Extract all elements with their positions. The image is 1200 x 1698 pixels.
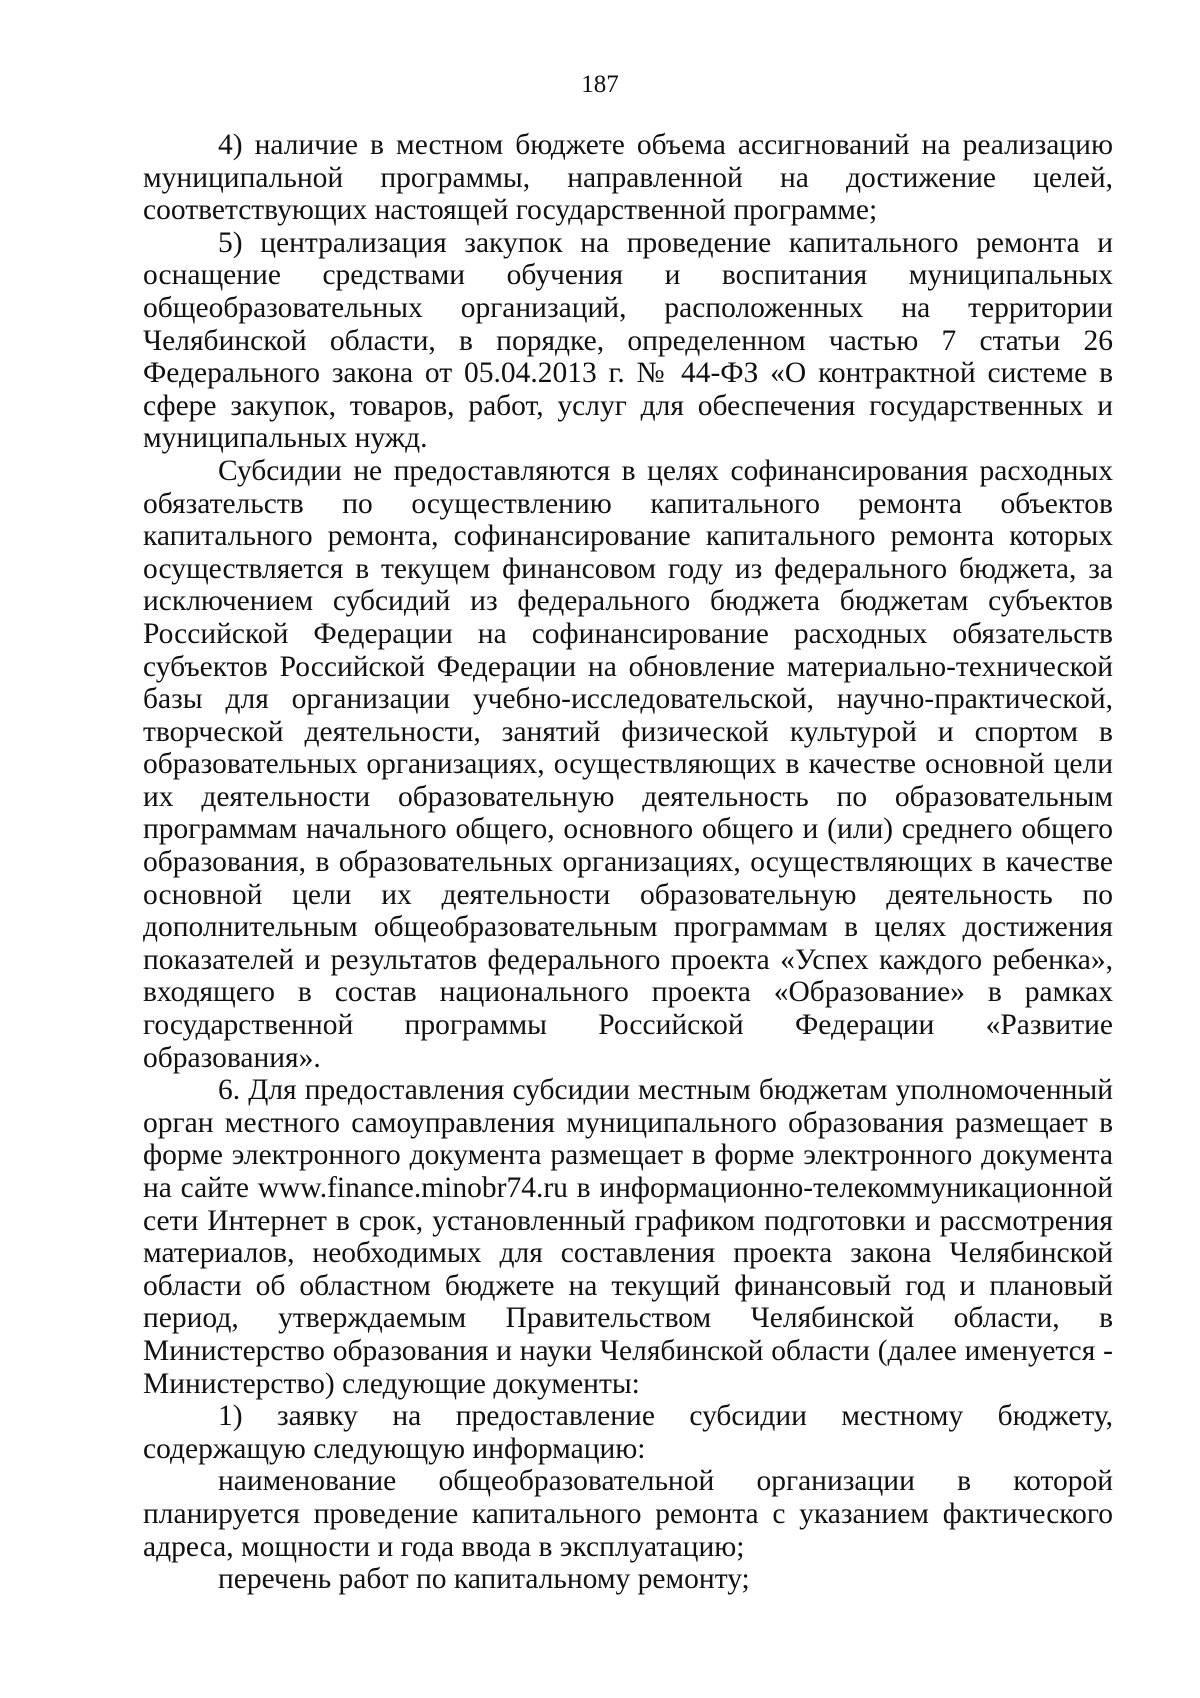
paragraph-item-4: 4) наличие в местном бюджете объема ассигнований на реализацию муниципальной программы, направленной на достижение целей, соответствующих настоящей государственной программе; <box>143 129 1113 227</box>
paragraph-item-5: 5) централизация закупок на проведение капитального ремонта и оснащение средствами обучения и воспитания муниципальных общеобразовательных организаций, расположенных на территории Челябинской области, в порядке, определенном частью 7 статьи 26 Федерального закона от 05.04.2013 г. № 44-ФЗ «О контрактной системе в сфере закупок, товаров, работ, услуг для обеспечения государственных и муниципальных нужд. <box>143 226 1113 455</box>
document-body <box>143 129 1113 1596</box>
paragraph-works-list: перечень работ по капитальному ремонту; <box>218 1563 750 1596</box>
paragraph-subsidies-exclusion: Субсидии не предоставляются в целях софинансирования расходных обязательств по осуществлению капитального ремонта объектов капитального ремонта, софинансирование капитального ремонта которых осуществляется в текущем финансовом году из федерального бюджета, за исключением субсидий из федерального бюджета бюджетам субъектов Российской Федерации на софинансирование расходных обязательств субъектов Российской Федерации на обновление материально-технической базы для организации учебно-исследовательской, научно-практической, творческой деятельности, занятий физической культурой и спортом в образовательных организациях, осуществляющих в качестве основной цели их деятельности образовательную деятельность по образовательным программам начального общего, основного общего и (или) среднего общего образования, в образовательных организациях, осуществляющих в качестве основной цели их деятельности образовательную деятельность по дополнительным общеобразовательным программам в целях достижения показателей и результатов федерального проекта «Успех каждого ребенка», входящего в состав национального проекта «Образование» в рамках государственной программы Российской Федерации «Развитие образования». <box>143 454 1113 1074</box>
paragraph-organization-name: наименование общеобразовательной организации в которой планируется проведение капитального ремонта с указанием фактического адреса, мощности и года ввода в эксплуатацию; <box>143 1465 1113 1563</box>
page-number: 187 <box>581 71 619 98</box>
paragraph-section-6: 6. Для предоставления субсидии местным бюджетам уполномоченный орган местного самоуправления муниципального образования размещает в форме электронного документа размещает в форме электронного документа на сайте www.finance.minobr74.ru в информационно-телекоммуникационной сети Интернет в срок, установленный графиком подготовки и рассмотрения материалов, необходимых для составления проекта закона Челябинской области об областном бюджете на текущий финансовый год и плановый период, утверждаемым Правительством Челябинской области, в Министерство образования и науки Челябинской области (далее именуется - Министерство) следующие документы: <box>143 1074 1113 1400</box>
paragraph-item-1-application: 1) заявку на предоставление субсидии местному бюджету, содержащую следующую информацию: <box>143 1400 1113 1465</box>
